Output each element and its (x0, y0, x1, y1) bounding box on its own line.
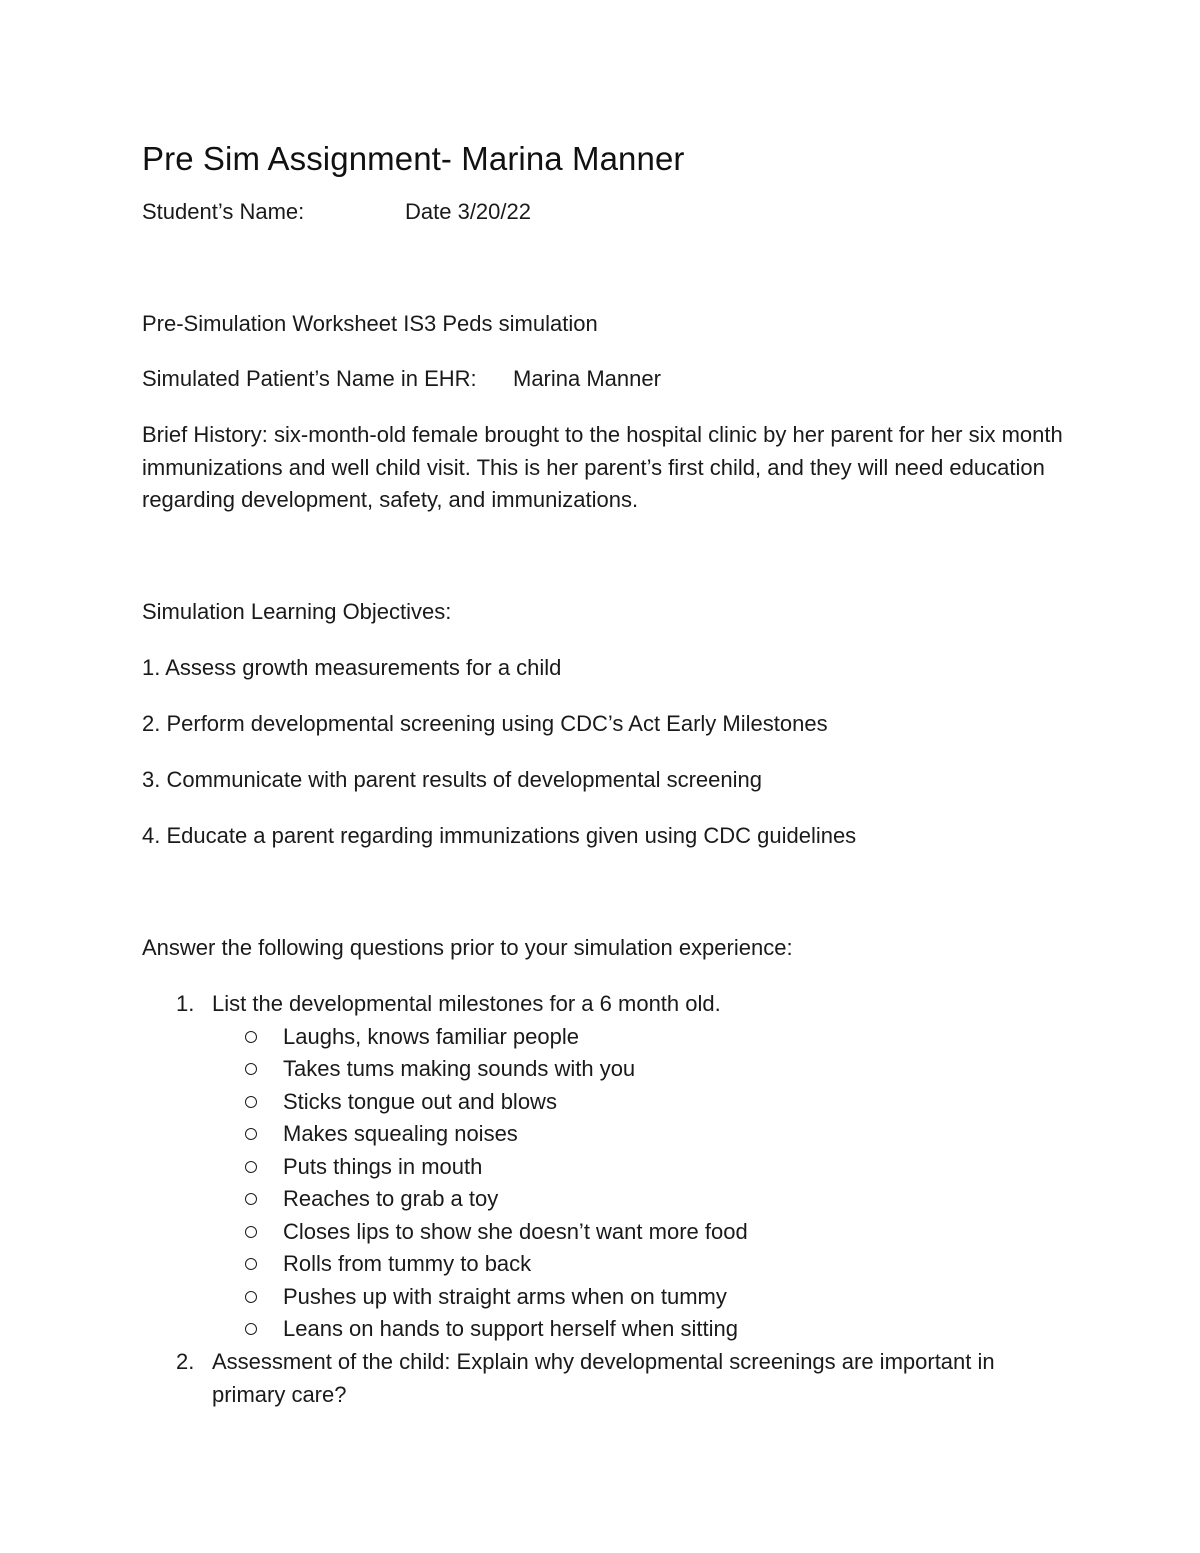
question-text: Assessment of the child: Explain why developmental screenings are important in primary care? (212, 1349, 995, 1407)
brief-history: Brief History: six-month-old female brought to the hospital clinic by her parent for her six month immunizations and well child visit. This is her parent’s first child, and they will need education regarding development, safety, and immunizations. (142, 422, 1063, 512)
answer-item: Leans on hands to support herself when sitting (283, 1316, 738, 1341)
answer-item: Sticks tongue out and blows (283, 1089, 557, 1114)
list-bullet-icon (245, 1193, 257, 1205)
list-bullet-icon (245, 1063, 257, 1075)
answer-item: Rolls from tummy to back (283, 1251, 532, 1276)
student-name-label: Student’s Name: (142, 199, 305, 224)
list-bullet-icon (245, 1258, 257, 1270)
list-bullet-icon (245, 1096, 257, 1108)
page-title: Pre Sim Assignment- Marina Manner (142, 140, 685, 177)
list-bullet-icon (245, 1031, 257, 1043)
answer-item: Makes squealing noises (283, 1121, 518, 1146)
list-bullet-icon (245, 1161, 257, 1173)
answer-item: Closes lips to show she doesn’t want more food (283, 1219, 748, 1244)
list-bullet-icon (245, 1226, 257, 1238)
question-text: List the developmental milestones for a 6 month old. (212, 991, 721, 1016)
date-label: Date 3/20/22 (405, 199, 531, 224)
objective-item: 1. Assess growth measurements for a child (142, 655, 562, 680)
question-number: 2. (176, 1349, 195, 1374)
answer-item: Takes tums making sounds with you (283, 1056, 636, 1081)
answer-item: Laughs, knows familiar people (283, 1024, 579, 1049)
questions-heading: Answer the following questions prior to your simulation experience: (142, 935, 793, 960)
worksheet-title: Pre-Simulation Worksheet IS3 Peds simulation (142, 311, 598, 336)
objective-item: 3. Communicate with parent results of developmental screening (142, 767, 762, 792)
patient-name-label: Simulated Patient’s Name in EHR: (142, 366, 477, 391)
list-bullet-icon (245, 1128, 257, 1140)
patient-name-value: Marina Manner (513, 366, 661, 391)
objective-item: 4. Educate a parent regarding immunizations given using CDC guidelines (142, 823, 857, 848)
answer-item: Pushes up with straight arms when on tummy (283, 1284, 727, 1309)
answer-item: Puts things in mouth (283, 1154, 483, 1179)
list-bullet-icon (245, 1323, 257, 1335)
objectives-heading: Simulation Learning Objectives: (142, 599, 452, 624)
objective-item: 2. Perform developmental screening using CDC’s Act Early Milestones (142, 711, 828, 736)
list-bullet-icon (245, 1291, 257, 1303)
answer-item: Reaches to grab a toy (283, 1186, 499, 1211)
question-number: 1. (176, 991, 195, 1016)
